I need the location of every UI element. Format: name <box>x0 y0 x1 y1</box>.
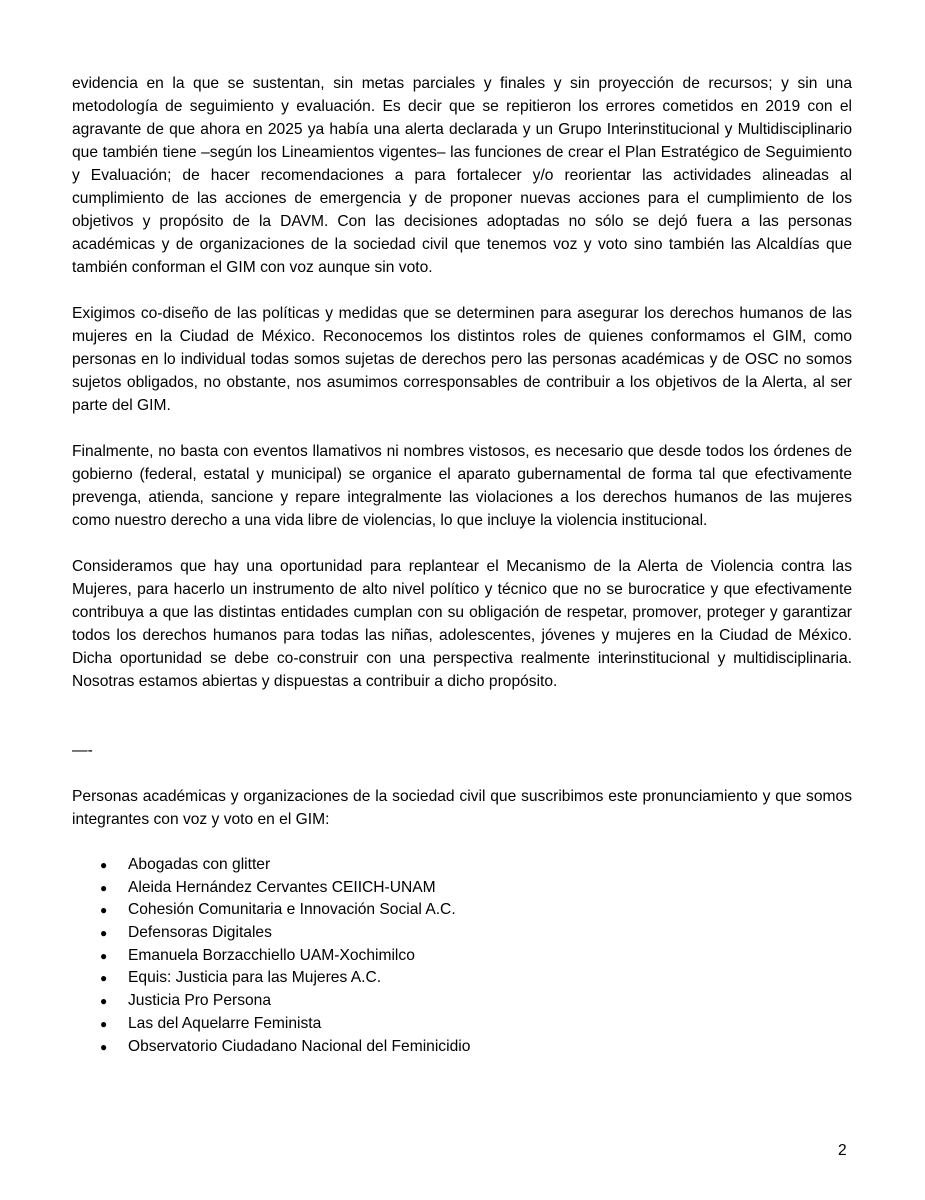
list-item <box>72 1036 852 1059</box>
signatory-name: Equis: Justicia para las Mujeres A.C. <box>128 969 382 987</box>
bullet-icon: ● <box>100 948 108 963</box>
list-item <box>72 1013 852 1036</box>
bullet-icon: ● <box>100 903 108 918</box>
paragraph-opportunity: Consideramos que hay una oportunidad para replantear el Mecanismo de la Alerta de Violencia contra las Mujeres, para hacerlo un instrumento de alto nivel político y técnico que no se burocratice y que efectivamente contribuya a que las distintas entidades cumplan con su obligación de respetar, promover, proteger y garantizar todos los derechos humanos para todas las niñas, adolescentes, jóvenes y mujeres en la Ciudad de México. Dicha oportunidad se debe co-construir con una perspectiva realmente interinstitucional y multidisciplinaria. Nosotras estamos abiertas y dispuestas a contribuir a dicho propósito. <box>72 558 852 690</box>
bullet-icon: ● <box>100 880 108 895</box>
signatories-intro: Personas académicas y organizaciones de la sociedad civil que suscribimos este pronunciamiento y que somos integrantes con voz y voto en el GIM: <box>72 788 852 828</box>
list-item <box>72 990 852 1013</box>
bullet-icon: ● <box>100 994 108 1009</box>
bullet-icon: ● <box>100 971 108 986</box>
list-item <box>72 854 852 877</box>
signatory-name: Las del Aquelarre Feminista <box>128 1014 322 1032</box>
page-number: 2 <box>838 1142 847 1159</box>
signatory-name: Justicia Pro Persona <box>128 992 272 1010</box>
bullet-icon: ● <box>100 1039 108 1054</box>
signatory-name: Cohesión Comunitaria e Innovación Social A.C. <box>128 901 456 919</box>
signatory-name: Abogadas con glitter <box>128 856 271 873</box>
list-item <box>72 945 852 968</box>
paragraph-codesign: Exigimos co-diseño de las políticas y medidas que se determinen para asegurar los derechos humanos de las mujeres en la Ciudad de México. Reconocemos los distintos roles de quienes conformamos el GIM, como personas en lo individual todas somos sujetas de derechos pero las personas académicas y de OSC no somos sujetos obligados, no obstante, nos asumimos corresponsables de contribuir a los objetivos de la Alerta, al ser parte del GIM. <box>72 305 852 414</box>
list-item <box>72 899 852 922</box>
signatory-name: Emanuela Borzacchiello UAM-Xochimilco <box>128 946 415 964</box>
list-item <box>72 967 852 990</box>
document-page <box>72 72 852 1058</box>
bullet-icon: ● <box>100 1016 108 1031</box>
bullet-icon: ● <box>100 926 108 941</box>
signatory-name: Observatorio Ciudadano Nacional del Feminicidio <box>128 1037 471 1055</box>
paragraph-evidence: evidencia en la que se sustentan, sin metas parciales y finales y sin proyección de recursos; y sin una metodología de seguimiento y evaluación. Es decir que se repitieron los errores cometidos en 2019 con el agravante de que ahora en 2025 ya había una alerta declarada y un Grupo Interinstitucional y Multidisciplinario que también tiene –según los Lineamientos vigentes– las funciones de crear el Plan Estratégico de Seguimiento y Evaluación; de hacer recomendaciones a para fortalecer y/o reorientar las actividades alineadas al cumplimiento de las acciones de emergencia y de proponer nuevas acciones para el cumplimiento de los objetivos y propósito de la DAVM. Con las decisiones adoptadas no sólo se dejó fuera a las personas académicas y de organizaciones de la sociedad civil que tenemos voz y voto sino también las Alcaldías que también conforman el GIM con voz aunque sin voto. <box>72 75 852 276</box>
paragraph-finally: Finalmente, no basta con eventos llamativos ni nombres vistosos, es necesario que desde todos los órdenes de gobierno (federal, estatal y municipal) se organice el aparato gubernamental de forma tal que efectivamente prevenga, atienda, sancione y repare integralmente las violaciones a los derechos humanos de las mujeres como nuestro derecho a una vida libre de violencias, lo que incluye la violencia institucional. <box>72 443 852 529</box>
bullet-icon: ● <box>100 858 108 872</box>
list-item <box>72 877 852 900</box>
section-separator: —- <box>72 742 93 759</box>
signatory-name: Defensoras Digitales <box>128 924 272 942</box>
signatory-name: Aleida Hernández Cervantes CEIICH-UNAM <box>128 878 436 896</box>
list-item <box>72 922 852 945</box>
signatories-list <box>72 854 852 1058</box>
